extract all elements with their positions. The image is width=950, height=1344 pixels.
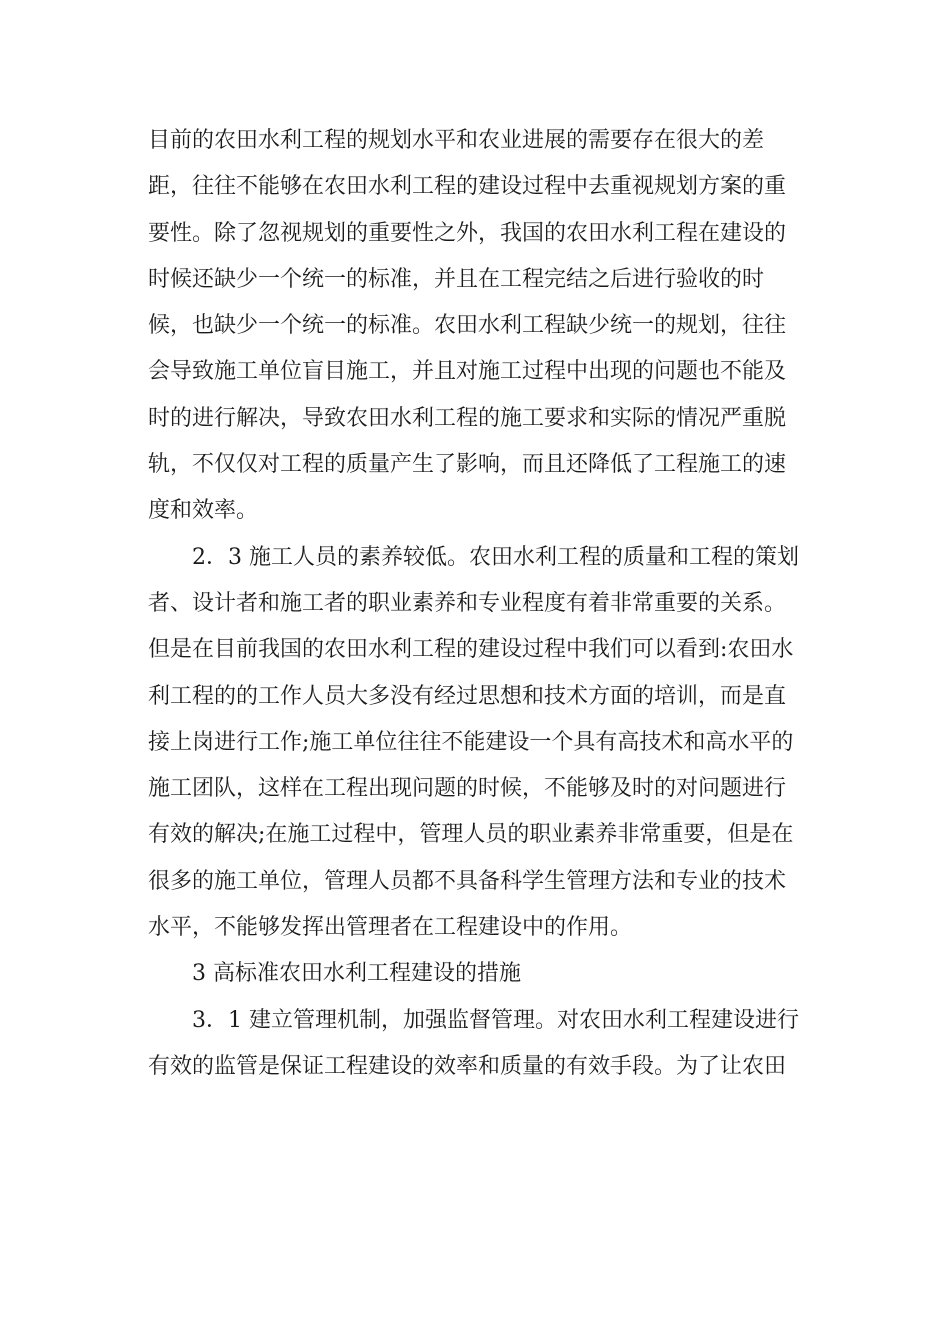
- text-line: 候，也缺少一个统一的标准。农田水利工程缺少统一的规划，往往: [148, 313, 787, 339]
- text-line: 有效的解决;在施工过程中，管理人员的职业素养非常重要，但是在: [148, 822, 794, 848]
- text-line: 接上岗进行工作;施工单位往往不能建设一个具有高技术和高水平的: [148, 729, 794, 755]
- text-line: 很多的施工单位，管理人员都不具备科学生管理方法和专业的技术: [148, 868, 787, 894]
- section-heading-3-1: 3．1 建立管理机制，加强监督管理。对农田水利工程建设进行: [192, 1007, 799, 1033]
- text-line: 水平，不能够发挥出管理者在工程建设中的作用。: [148, 915, 633, 941]
- section-heading-2-3: 2．3 施工人员的素养较低。农田水利工程的质量和工程的策划: [192, 544, 799, 570]
- text-line: 轨，不仅仅对工程的质量产生了影响，而且还降低了工程施工的速: [148, 452, 787, 478]
- text-line: 时候还缺少一个统一的标准，并且在工程完结之后进行验收的时: [148, 266, 765, 292]
- text-line: 施工团队，这样在工程出现问题的时候，不能够及时的对问题进行: [148, 776, 787, 802]
- text-line: 会导致施工单位盲目施工，并且对施工过程中出现的问题也不能及: [148, 359, 787, 385]
- text-line: 目前的农田水利工程的规划水平和农业进展的需要存在很大的差: [148, 128, 765, 153]
- text-line: 距，往往不能够在农田水利工程的建设过程中去重视规划方案的重: [148, 174, 787, 200]
- text-line: 要性。除了忽视规划的重要性之外，我国的农田水利工程在建设的: [148, 220, 787, 246]
- text-line: 有效的监管是保证工程建设的效率和质量的有效手段。为了让农田: [148, 1053, 787, 1079]
- section-heading-3: 3 高标准农田水利工程建设的措施: [192, 961, 521, 987]
- text-line: 时的进行解决，导致农田水利工程的施工要求和实际的情况严重脱: [148, 405, 787, 431]
- text-line: 者、设计者和施工者的职业素养和专业程度有着非常重要的关系。: [148, 590, 787, 616]
- text-line: 利工程的的工作人员大多没有经过思想和技术方面的培训，而是直: [148, 683, 787, 709]
- text-line: 度和效率。: [148, 498, 259, 524]
- text-line: 但是在目前我国的农田水利工程的建设过程中我们可以看到:农田水: [148, 637, 794, 663]
- body-text: [148, 118, 808, 1090]
